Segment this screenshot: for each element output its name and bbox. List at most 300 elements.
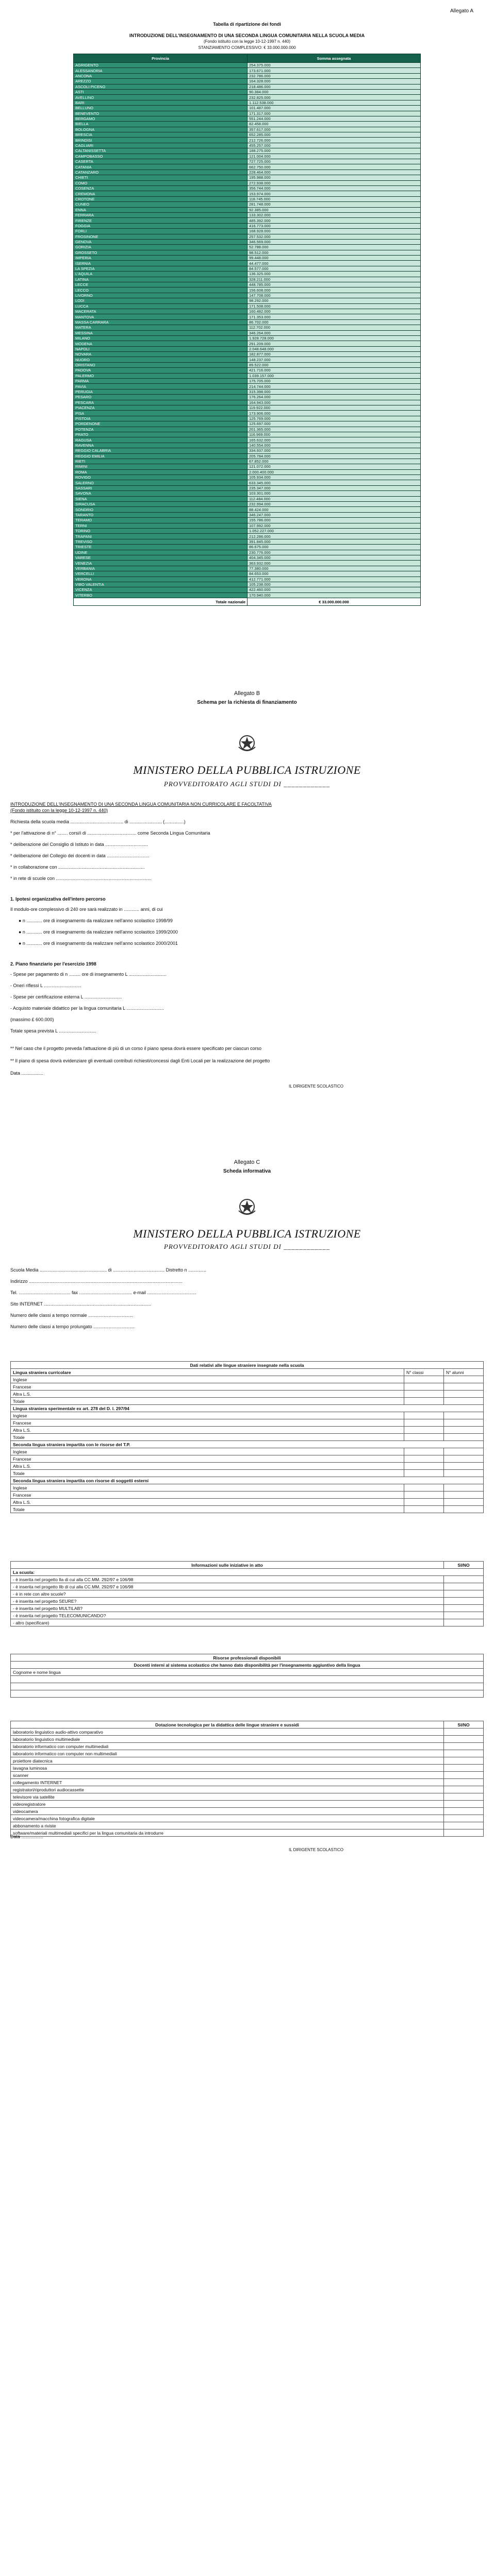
section-heading: 2. Piano finanziario per l'esercizio 1998 [10,961,96,967]
provincia-cell: LA SPEZIA [74,266,248,271]
somma-cell: 182.877.000 [248,352,421,357]
somma-cell: 346.247.000 [248,512,421,517]
provincia-cell: FROSINONE [74,234,248,239]
equipment-cell: software/materiali multimediali specifici per la lingua comunitaria da introdurre [11,1829,444,1837]
classi-cell[interactable] [404,1376,444,1383]
form-line: ● n ............ ore di insegnamento da realizzare nell'anno scolastico 1999/2000 [19,929,178,935]
table-caption: Risorse professionali disponibili [11,1654,484,1662]
table-row [74,111,421,116]
somma-cell: 416.773.000 [248,223,421,228]
table-row [74,239,421,244]
table-row [74,437,421,443]
somma-cell: 315.398.000 [248,389,421,394]
table-caption: Dati relativi alle lingue straniere insegnate nella scuola [11,1362,484,1369]
table-row [11,1619,484,1626]
table-row [74,245,421,250]
classi-cell[interactable] [404,1448,444,1455]
table-row [74,464,421,469]
somma-cell: 2.000.400.000 [248,469,421,474]
languages-table [10,1361,484,1513]
table-row [74,352,421,357]
table-row [74,282,421,287]
sino-cell[interactable] [444,1612,484,1619]
somma-cell: 291.209.000 [248,341,421,346]
provincia-cell: BOLOGNA [74,127,248,132]
table-row [74,528,421,533]
table-row [74,63,421,68]
somma-cell: 101.487.000 [248,106,421,111]
table-row [74,577,421,582]
classi-cell[interactable] [404,1419,444,1427]
somma-cell: 1.052.227.000 [248,528,421,533]
alunni-cell[interactable] [444,1391,484,1398]
sino-cell[interactable] [444,1765,484,1772]
fund-note: (Fondo istituito con la legge 10-12-1997 n. 440) [203,39,291,44]
somma-cell: 212.286.000 [248,534,421,539]
table-row [74,539,421,544]
table-row [74,164,421,170]
somma-cell: 1.112.538.000 [248,100,421,105]
form-line: * per l'attivazione di n° ........ corsi/i di ...................................... come Seconda Lingua Comunitaria [10,831,210,836]
table-row [74,154,421,159]
provincia-cell: BRINDISI [74,138,248,143]
table-row [74,185,421,191]
provincia-cell: PISA [74,411,248,416]
alunni-cell[interactable] [444,1470,484,1477]
total-label: Totale nazionale [74,598,248,606]
somma-cell: 404.345.000 [248,555,421,560]
table-row [11,1391,484,1398]
footnote: ** Nel caso che il progetto preveda l'attuazione di più di un corso il piano spesa dovrà essere specificato per ciascun corso [10,1046,261,1051]
language-cell: Inglese [11,1484,404,1492]
table-row [74,469,421,474]
provincia-cell: ROMA [74,469,248,474]
table-row [11,1750,484,1757]
table-row [11,1455,484,1463]
initiative-cell: - altro (specificare) [11,1619,444,1626]
table-row [74,405,421,411]
language-cell: Francese [11,1492,404,1499]
provincia-cell: CREMONA [74,191,248,196]
table-row [74,523,421,528]
equipment-cell: laboratorio linguistico multimediale [11,1736,444,1743]
signature-label: IL DIRIGENTE SCOLASTICO [289,1848,343,1852]
allegato-c-page [0,1159,494,2576]
table-caption: Dotazione tecnologica per la didattica delle lingue straniere e sussidi [11,1721,444,1728]
provincia-cell: TORINO [74,528,248,533]
sino-cell[interactable] [444,1743,484,1750]
provincia-cell: TREVISO [74,539,248,544]
initiative-cell: - è inserita nel progetto Ilb di cui alla CC.MM. 292/97 e 106/98 [11,1583,444,1590]
table-row [74,261,421,266]
somma-cell: 98.512.000 [248,250,421,255]
allegato-b-page [0,685,494,1159]
ministry-title: MINISTERO DELLA PUBBLICA ISTRUZIONE [133,764,361,776]
table-row [74,550,421,555]
classi-cell[interactable] [404,1506,444,1513]
form-line: - Oneri riflessi L ............................. [10,983,81,988]
somma-cell: 1.928.728.000 [248,335,421,341]
somma-cell: 148.237.000 [248,357,421,362]
somma-cell: 421.716.000 [248,368,421,373]
provincia-cell: LODI [74,298,248,303]
table-row [11,1765,484,1772]
somma-cell: 118.745.000 [248,196,421,201]
table-row [74,122,421,127]
table-row [11,1822,484,1829]
classi-cell[interactable] [404,1470,444,1477]
classi-cell[interactable] [404,1427,444,1434]
section-header: Seconda lingua straniera impartita con le risorse del T.P. [11,1441,484,1448]
sino-cell[interactable] [444,1576,484,1583]
table-row [74,73,421,78]
table-heading: INTRODUZIONE DELL'INSEGNAMENTO DI UNA SECONDA LINGUA COMUNITARIA NELLA SCUOLA MEDIA [129,33,365,38]
provincia-cell: PESARO [74,395,248,400]
provincia-cell: PADOVA [74,368,248,373]
table-row [74,421,421,427]
provincia-cell: ALESSANDRIA [74,68,248,73]
alunni-cell[interactable] [444,1419,484,1427]
sino-cell[interactable] [444,1772,484,1779]
table-row [11,1815,484,1822]
table-row [74,212,421,217]
language-cell: Altra L.S. [11,1499,404,1506]
somma-cell: 188.275.000 [248,148,421,154]
provincia-cell: ANCONA [74,73,248,78]
alunni-cell[interactable] [444,1463,484,1470]
somma-cell: 155.786.000 [248,518,421,523]
provincia-cell: MODENA [74,341,248,346]
table-row [74,491,421,496]
somma-cell: 212.726.000 [248,138,421,143]
provincia-cell: SASSARI [74,485,248,490]
provincia-cell: RIETI [74,459,248,464]
provincia-cell: CATANIA [74,164,248,170]
column-header-somma: Somma assegnata [248,54,421,63]
provincia-cell: RAVENNA [74,443,248,448]
provincia-cell: PERUGIA [74,389,248,394]
form-line: Scuola Media .................................................... di ........................................ Distretto n .............. [10,1267,207,1273]
form-line: Il modulo-ore complessivo di 240 ore sarà realizzato in ............ anni, di cui [10,907,163,912]
somma-cell: 168.928.000 [248,229,421,234]
classi-cell[interactable] [404,1412,444,1419]
somma-cell: 119.922.000 [248,405,421,411]
provincia-cell: CATANZARO [74,170,248,175]
table-row [74,159,421,164]
alunni-cell[interactable] [444,1427,484,1434]
form-line: * deliberazione del Consiglio di Istituto in data ................................. [10,842,148,847]
alunni-cell[interactable] [444,1492,484,1499]
allegato-label: Allegato A [450,8,473,14]
sino-cell[interactable] [444,1815,484,1822]
alunni-cell[interactable] [444,1448,484,1455]
somma-cell: 1.039.157.000 [248,373,421,378]
allegato-label: Allegato C [234,1159,260,1165]
somma-cell: 727.725.000 [248,159,421,164]
somma-cell: 455.257.000 [248,143,421,148]
table-row [74,566,421,571]
table-row [74,266,421,271]
classi-cell[interactable] [404,1484,444,1492]
somma-cell: 662.750.000 [248,164,421,170]
table-row [74,325,421,330]
table-row [11,1376,484,1383]
table-row [74,309,421,314]
somma-cell: 551.244.000 [248,116,421,121]
somma-cell: 170.940.000 [248,592,421,598]
somma-cell: 153.974.000 [248,191,421,196]
table-row [74,448,421,453]
sino-cell[interactable] [444,1619,484,1626]
provincia-cell: PISTOIA [74,416,248,421]
alunni-cell[interactable] [444,1434,484,1441]
table-row [74,459,421,464]
table-row [74,545,421,550]
table-row [11,1590,484,1598]
table-row [11,1683,484,1690]
provincia-cell: ROVIGO [74,475,248,480]
table-row [11,1779,484,1786]
somma-cell: 156.608.000 [248,287,421,293]
table-row [11,1605,484,1612]
section-heading: 1. Ipotesi organizzativa dell'intero percorso [10,896,106,902]
form-line: ● n ............ ore di insegnamento da realizzare nell'anno scolastico 2000/2001 [19,941,178,946]
somma-cell: 116.969.000 [248,432,421,437]
classi-cell[interactable] [404,1434,444,1441]
provincia-cell: GENOVA [74,239,248,244]
provincia-cell: NAPOLI [74,346,248,351]
somma-cell: 412.771.000 [248,577,421,582]
somma-cell: 228.464.000 [248,170,421,175]
table-row [74,234,421,239]
provincia-cell: BARI [74,100,248,105]
somma-cell: 86.675.000 [248,545,421,550]
table-row [74,534,421,539]
footnote: ** Il piano di spesa dovrà evidenziare gli eventuali contributi richiesti/concessi dagli Enti Locali per la realizzazione del progetto [10,1058,270,1063]
classi-cell[interactable] [404,1499,444,1506]
table-row [74,272,421,277]
equipment-cell: lavagna luminosa [11,1765,444,1772]
alunni-cell[interactable] [444,1412,484,1419]
provincia-cell: PESCARA [74,400,248,405]
alunni-cell[interactable] [444,1383,484,1391]
classi-cell[interactable] [404,1455,444,1463]
sino-cell[interactable] [444,1779,484,1786]
table-row [74,79,421,84]
table-row [74,84,421,89]
somma-cell: 357.617.000 [248,127,421,132]
somma-cell: 125.697.000 [248,421,421,427]
provincia-cell: SIENA [74,496,248,501]
provincia-cell: CASERTA [74,159,248,164]
provincia-cell: TRAPANI [74,534,248,539]
date-line: Data ................. [10,1834,44,1839]
table-row [74,507,421,512]
sino-cell[interactable] [444,1583,484,1590]
table-row [74,180,421,185]
somma-cell: 391.845.000 [248,539,421,544]
table-row [11,1786,484,1793]
table-row [74,229,421,234]
provincia-cell: POTENZA [74,427,248,432]
budget-total: STANZIAMENTO COMPLESSIVO: € 33.000.000.000 [198,45,296,50]
classi-cell[interactable] [404,1383,444,1391]
sino-cell[interactable] [444,1605,484,1612]
classi-cell[interactable] [404,1463,444,1470]
alunni-cell[interactable] [444,1376,484,1383]
section-header: Seconda lingua straniera impartita con risorse di soggetti esterni [11,1477,484,1484]
language-cell: Totale [11,1470,404,1477]
somma-cell: 173.906.000 [248,411,421,416]
provincia-cell: SAVONA [74,491,248,496]
form-line: (massimo £ 600.000) [10,1017,54,1022]
somma-cell: 257.532.000 [248,234,421,239]
table-row [74,298,421,303]
sino-cell[interactable] [444,1786,484,1793]
table-row [11,1398,484,1405]
provincia-cell: VITERBO [74,592,248,598]
language-cell: Totale [11,1398,404,1405]
somma-cell: 2.048.648.000 [248,346,421,351]
section-header: Lingua straniera sperimentale ex art. 278 del D. l. 297/94 [11,1405,484,1412]
table-row [11,1772,484,1779]
provincia-cell: PALERMO [74,373,248,378]
language-cell: Inglese [11,1412,404,1419]
table-row [74,196,421,201]
table-row [11,1427,484,1434]
sino-cell[interactable] [444,1757,484,1765]
somma-cell: 136.325.000 [248,272,421,277]
form-line: ● n ............ ore di insegnamento da realizzare nell'anno scolastico 1998/99 [19,918,173,923]
table-row [74,89,421,94]
alunni-cell[interactable] [444,1455,484,1463]
somma-cell: 44.477.000 [248,261,421,266]
form-line: - Spese per pagamento di n ......... ore di insegnamento L ............................. [10,972,167,977]
language-cell: Altra L.S. [11,1391,404,1398]
somma-cell: 232.786.000 [248,73,421,78]
table-row [74,148,421,154]
form-line: * in collaborazione con ................................................................... [10,865,145,870]
somma-cell: 112.702.000 [248,325,421,330]
table-row [74,587,421,592]
provincia-cell: ORISTANO [74,362,248,367]
provincia-cell: ISERNIA [74,261,248,266]
somma-cell: 92.385.000 [248,207,421,212]
somma-cell: 82.458.000 [248,122,421,127]
table-row [74,314,421,319]
somma-cell: 175.705.000 [248,379,421,384]
table-row [74,592,421,598]
equipment-cell: videocamera [11,1808,444,1815]
table-caption: Informazioni sulle iniziative in atto [11,1562,444,1569]
table-row [11,1448,484,1455]
table-row [74,443,421,448]
initiative-cell: - è inserita nel progetto MULTILAB? [11,1605,444,1612]
somma-cell: 232.825.000 [248,95,421,100]
somma-cell: 195.988.000 [248,175,421,180]
somma-cell: 52.788.000 [248,245,421,250]
equipment-cell: registratori/riproduttori audiocassette [11,1786,444,1793]
allocation-table [73,54,421,606]
sino-cell[interactable] [444,1750,484,1757]
table-row [74,191,421,196]
table-row [11,1499,484,1506]
table-row [74,373,421,378]
table-row [74,416,421,421]
somma-cell: 77.380.000 [248,566,421,571]
alunni-cell[interactable] [444,1499,484,1506]
section-header: La scuola: [11,1569,484,1576]
sino-cell[interactable] [444,1736,484,1743]
table-row [11,1419,484,1427]
sino-cell[interactable] [444,1808,484,1815]
classi-cell[interactable] [404,1492,444,1499]
somma-cell: 125.769.000 [248,416,421,421]
table-row [74,223,421,228]
somma-cell: 356.744.000 [248,185,421,191]
sino-cell[interactable] [444,1793,484,1801]
provincia-cell: TRIESTE [74,545,248,550]
provincia-cell: LIVORNO [74,293,248,298]
sino-cell[interactable] [444,1590,484,1598]
table-row [74,127,421,132]
initiative-cell: - è in rete con altre scuole? [11,1590,444,1598]
equipment-cell: laboratorio informatico con computer multimediali [11,1743,444,1750]
table-row: Cognome e nome lingua [11,1669,484,1676]
classi-cell[interactable] [404,1391,444,1398]
classi-cell[interactable] [404,1398,444,1405]
somma-cell: 448.785.000 [248,282,421,287]
table-row [74,132,421,138]
somma-cell: 121.072.000 [248,464,421,469]
provincia-cell: TARANTO [74,512,248,517]
language-cell: Inglese [11,1448,404,1455]
sino-cell[interactable] [444,1728,484,1736]
provincia-cell: ASCOLI PICENO [74,84,248,89]
table-row [74,357,421,362]
equipment-cell: collegamento INTERNET [11,1779,444,1786]
table-row [11,1801,484,1808]
form-subtitle: Scheda informativa [223,1168,271,1174]
table-row [74,293,421,298]
language-cell: Totale [11,1434,404,1441]
alunni-cell[interactable] [444,1506,484,1513]
table-row [74,218,421,223]
provincia-cell: MILANO [74,335,248,341]
alunni-cell[interactable] [444,1484,484,1492]
provincia-cell: VICENZA [74,587,248,592]
form-line: * in rete di scuole con .......................................................................... [10,876,152,881]
provincia-cell: MATERA [74,325,248,330]
form-line: Numero delle classi a tempo prolungato ................................ [10,1324,135,1329]
somma-cell: 99.448.000 [248,256,421,261]
table-row [74,335,421,341]
sino-cell[interactable] [444,1598,484,1605]
sino-cell[interactable] [444,1801,484,1808]
table-row [74,379,421,384]
section-header: Lingua straniera curricolare [11,1369,404,1376]
somma-cell: 165.632.000 [248,437,421,443]
provincia-cell: CROTONE [74,196,248,201]
sino-cell[interactable] [444,1822,484,1829]
table-row [74,330,421,335]
republic-emblem-icon [236,732,258,754]
equipment-cell: laboratorio informatico con computer non multimediali [11,1750,444,1757]
alunni-cell[interactable] [444,1398,484,1405]
equipment-cell: videoregistratore [11,1801,444,1808]
somma-cell: 230.776.000 [248,550,421,555]
table-row [11,1492,484,1499]
